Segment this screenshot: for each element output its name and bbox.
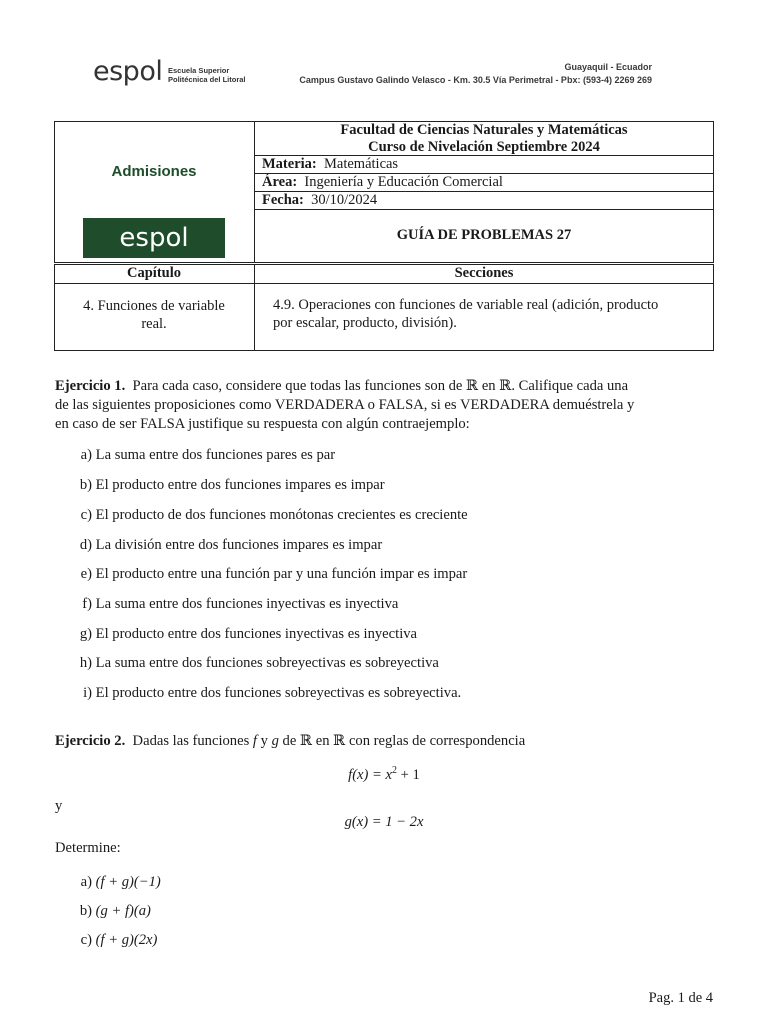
admisiones-label: Admisiones (111, 163, 197, 180)
list-item: a) La suma entre dos funciones pares es par (80, 447, 336, 463)
list-item: c) El producto de dos funciones monótonas crecientes es creciente (80, 507, 468, 523)
list-item: b) El producto entre dos funciones impares es impar (79, 477, 385, 493)
header-location: Guayaquil - Ecuador (564, 62, 652, 72)
page-number: Pag. 1 de 4 (648, 990, 713, 1006)
guide-title: GUÍA DE PROBLEMAS 27 (396, 227, 572, 243)
course-title: Curso de Nivelación Septiembre 2024 (368, 139, 600, 155)
fecha-row (262, 191, 377, 209)
list-item: c) (f + g)(2x) (80, 932, 158, 948)
equation-f: $f(x) = x^2 + 1$ (348, 765, 420, 783)
fecha-label: Fecha: (262, 192, 304, 208)
col-secciones: Secciones (454, 265, 514, 281)
materia-value: Matemáticas (324, 156, 399, 172)
ejercicio-2-title: Ejercicio 2. (55, 733, 126, 749)
ejercicio-1-intro: Ejercicio 1. Para cada caso, considere que todas las funciones son de ℝ en ℝ. Califique cada una de las siguientes proposiciones como VERDADERA o FALSA, si es VERDADERA demuéstrela y en caso de ser FALSA justifique su respuesta con algún contraejemplo: (55, 378, 635, 432)
fecha-value: 30/10/2024 (311, 192, 378, 208)
list-item: h) La suma entre dos funciones sobreyectivas es sobreyectiva (79, 655, 439, 671)
col-capitulo: Capítulo (127, 265, 181, 281)
capitulo-cell: 4. Funciones de variable real. (83, 298, 225, 332)
equation-g: g(x) = 1 − 2x (344, 814, 424, 830)
materia-label: Materia: (262, 156, 317, 172)
faculty-title: Facultad de Ciencias Naturales y Matemáticas (340, 122, 628, 138)
area-label: Área: (262, 174, 298, 190)
area-row (262, 173, 503, 191)
determine-label: Determine: (55, 840, 121, 856)
header-address-block (299, 61, 652, 87)
equation-connector: y (55, 798, 63, 814)
list-item: d) La división entre dos funciones impares es impar (79, 537, 383, 553)
list-item: a) (f + g)(−1) (80, 874, 161, 890)
ejercicio-1-title: Ejercicio 1. (55, 378, 126, 394)
list-item: e) El producto entre una función par y una función impar es impar (80, 566, 468, 582)
list-item: b) (g + f)(a) (79, 903, 151, 919)
area-value: Ingeniería y Educación Comercial (304, 174, 503, 190)
materia-row (262, 155, 398, 173)
list-item: f) La suma entre dos funciones inyectivas es inyectiva (82, 596, 399, 612)
espol-green-logo: espol (83, 218, 225, 258)
espol-logo-subtitle: Escuela Superior Politécnica del Litoral (168, 66, 246, 84)
list-item: g) El producto entre dos funciones inyectivas es inyectiva (79, 626, 418, 642)
espol-logo-word: espol (93, 56, 163, 87)
espol-logo (93, 56, 273, 96)
divider (54, 283, 714, 284)
divider (254, 209, 714, 210)
list-item: i) El producto entre dos funciones sobreyectivas es sobreyectiva. (83, 685, 462, 701)
ejercicio-2-intro: Ejercicio 2. Dadas las funciones f y g de ℝ en ℝ con reglas de correspondencia (55, 733, 526, 749)
secciones-cell: 4.9. Operaciones con funciones de variable real (adición, producto por escalar, producto, división). (273, 297, 659, 331)
header-address: Campus Gustavo Galindo Velasco - Km. 30.5 Vía Perimetral - Pbx: (593-4) 2269 269 (299, 75, 652, 85)
